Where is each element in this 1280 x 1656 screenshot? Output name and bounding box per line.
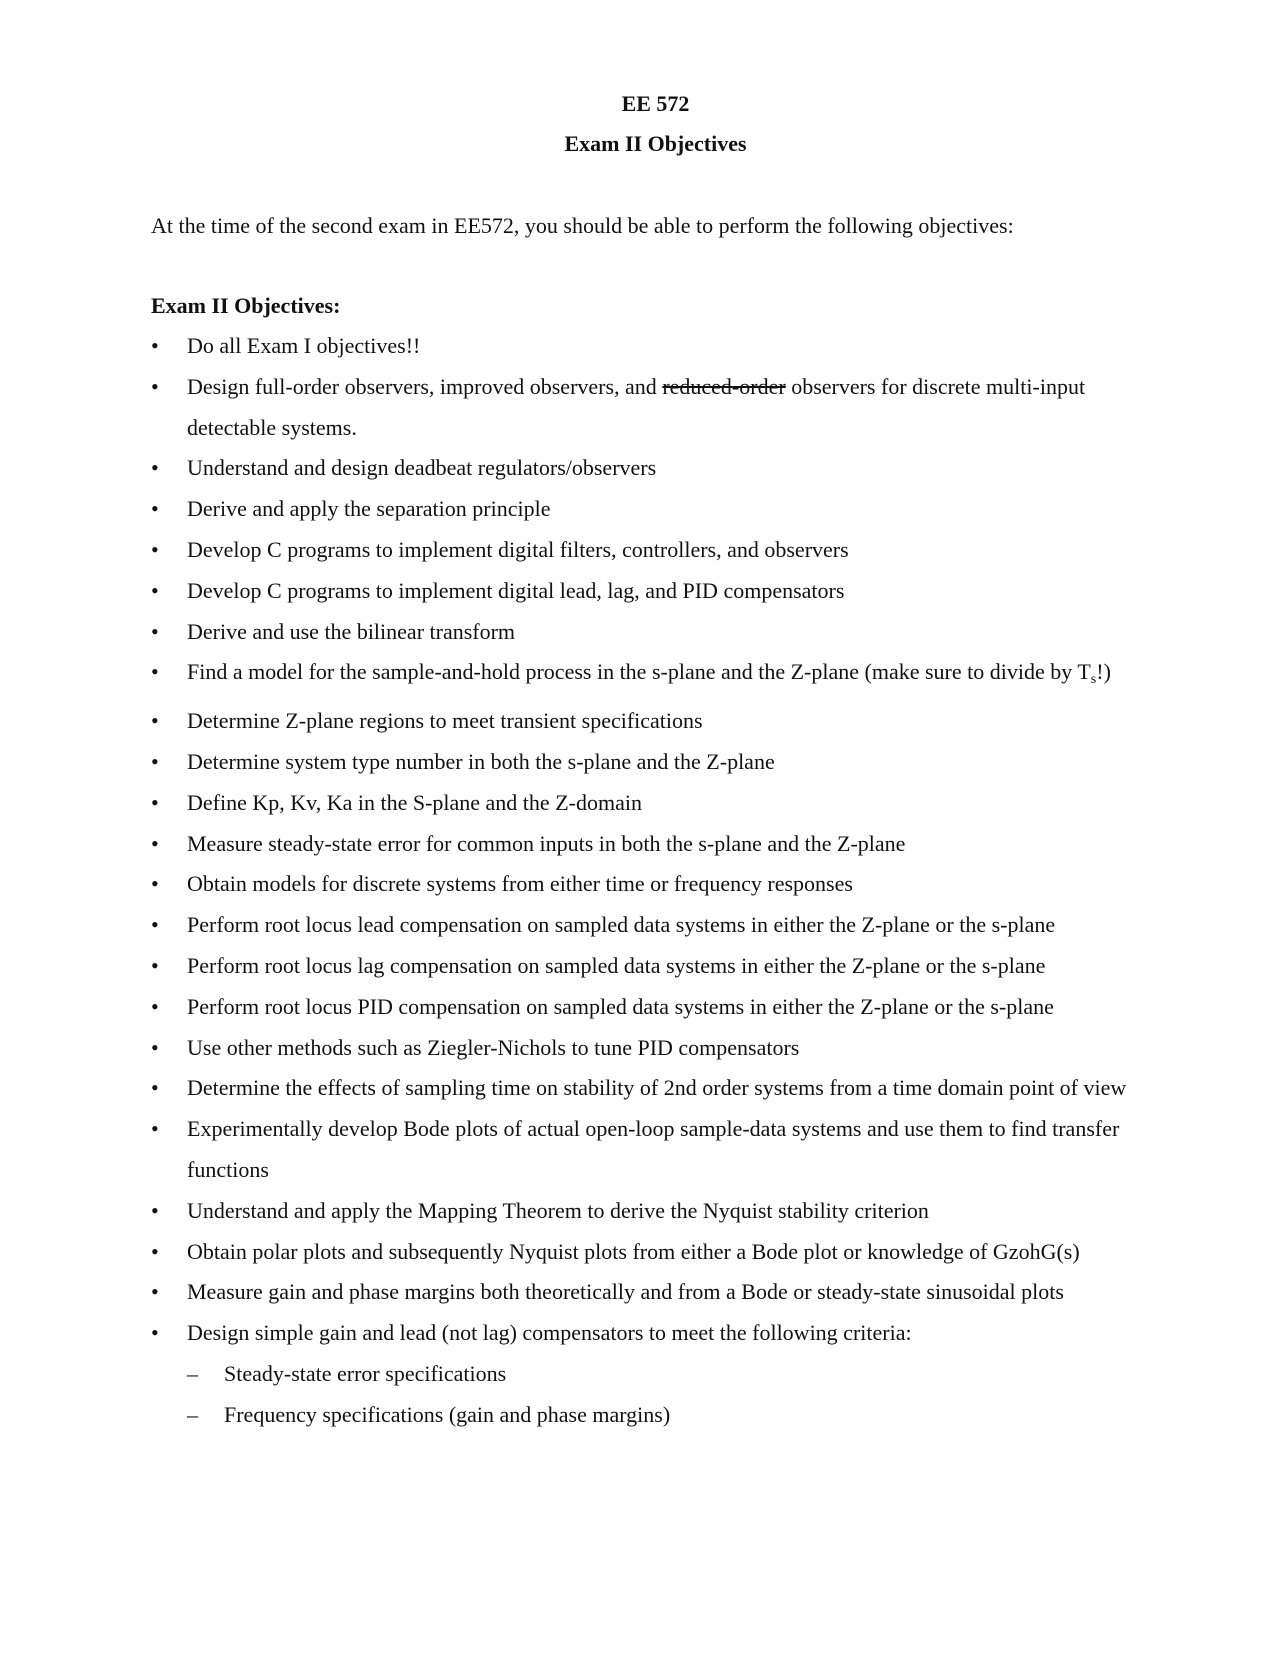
list-item: • Develop C programs to implement digital filters, controllers, and observers — [151, 530, 1170, 571]
objective-text: Find a model for the sample-and-hold process in the s-plane and the Z-plane (make sure to divide by T — [187, 659, 1091, 685]
list-item — [151, 652, 1170, 701]
criteria-item: – Frequency specifications (gain and phase margins) — [151, 1395, 1170, 1436]
list-item: • Perform root locus PID compensation on sampled data systems in either the Z-plane or the s-plane — [151, 987, 1170, 1028]
objectives-list — [151, 326, 1170, 1354]
list-item: • Measure gain and phase margins both theoretically and from a Bode or steady-state sinusoidal plots — [151, 1272, 1170, 1313]
objective-text: observers for discrete multi-input detectable systems. — [187, 373, 1086, 440]
objective-text: !) — [1096, 659, 1111, 685]
list-item: • Derive and use the bilinear transform — [151, 612, 1170, 653]
page-title: Exam II Objectives — [564, 131, 747, 156]
struck-text: reduced-order — [662, 373, 786, 399]
list-item: • Design simple gain and lead (not lag) compensators to meet the following criteria: — [151, 1313, 1170, 1354]
list-item: • Understand and apply the Mapping Theorem to derive the Nyquist stability criterion — [151, 1191, 1170, 1232]
list-item: • Obtain models for discrete systems from either time or frequency responses — [151, 864, 1170, 905]
criteria-item: – Steady-state error specifications — [151, 1354, 1170, 1395]
list-item: • Define Kp, Kv, Ka in the S-plane and the Z-domain — [151, 783, 1170, 824]
objective-text: Design full-order observers, improved observers, and — [187, 373, 663, 399]
list-item: • Perform root locus lead compensation on sampled data systems in either the Z-plane or the s-plane — [151, 905, 1170, 946]
list-item: • Experimentally develop Bode plots of actual open-loop sample-data systems and use them to find transfer functions — [151, 1109, 1170, 1191]
list-item: • Perform root locus lag compensation on sampled data systems in either the Z-plane or the s-plane — [151, 946, 1170, 987]
section-heading: Exam II Objectives: — [151, 293, 341, 318]
list-item: • Measure steady-state error for common inputs in both the s-plane and the Z-plane — [151, 824, 1170, 865]
list-item: • Obtain polar plots and subsequently Nyquist plots from either a Bode plot or knowledge of GzohG(s) — [151, 1232, 1170, 1273]
list-item — [151, 367, 1170, 449]
criteria-list — [151, 1354, 1170, 1436]
list-item: • Understand and design deadbeat regulators/observers — [151, 448, 1170, 489]
list-item: • Determine system type number in both the s-plane and the Z-plane — [151, 742, 1170, 783]
course-number: EE 572 — [621, 91, 690, 116]
title-block — [151, 84, 1170, 164]
list-item: • Derive and apply the separation principle — [151, 489, 1170, 530]
list-item: • Use other methods such as Ziegler-Nichols to tune PID compensators — [151, 1028, 1170, 1069]
list-item: • Do all Exam I objectives!! — [151, 326, 1170, 367]
list-item: • Determine Z-plane regions to meet transient specifications — [151, 701, 1170, 742]
subscript-text: s — [1090, 672, 1097, 688]
list-item: • Determine the effects of sampling time on stability of 2nd order systems from a time domain point of view — [151, 1068, 1170, 1109]
intro-paragraph: At the time of the second exam in EE572, you should be able to perform the following objectives: — [151, 213, 1014, 238]
list-item: • Develop C programs to implement digital lead, lag, and PID compensators — [151, 571, 1170, 612]
